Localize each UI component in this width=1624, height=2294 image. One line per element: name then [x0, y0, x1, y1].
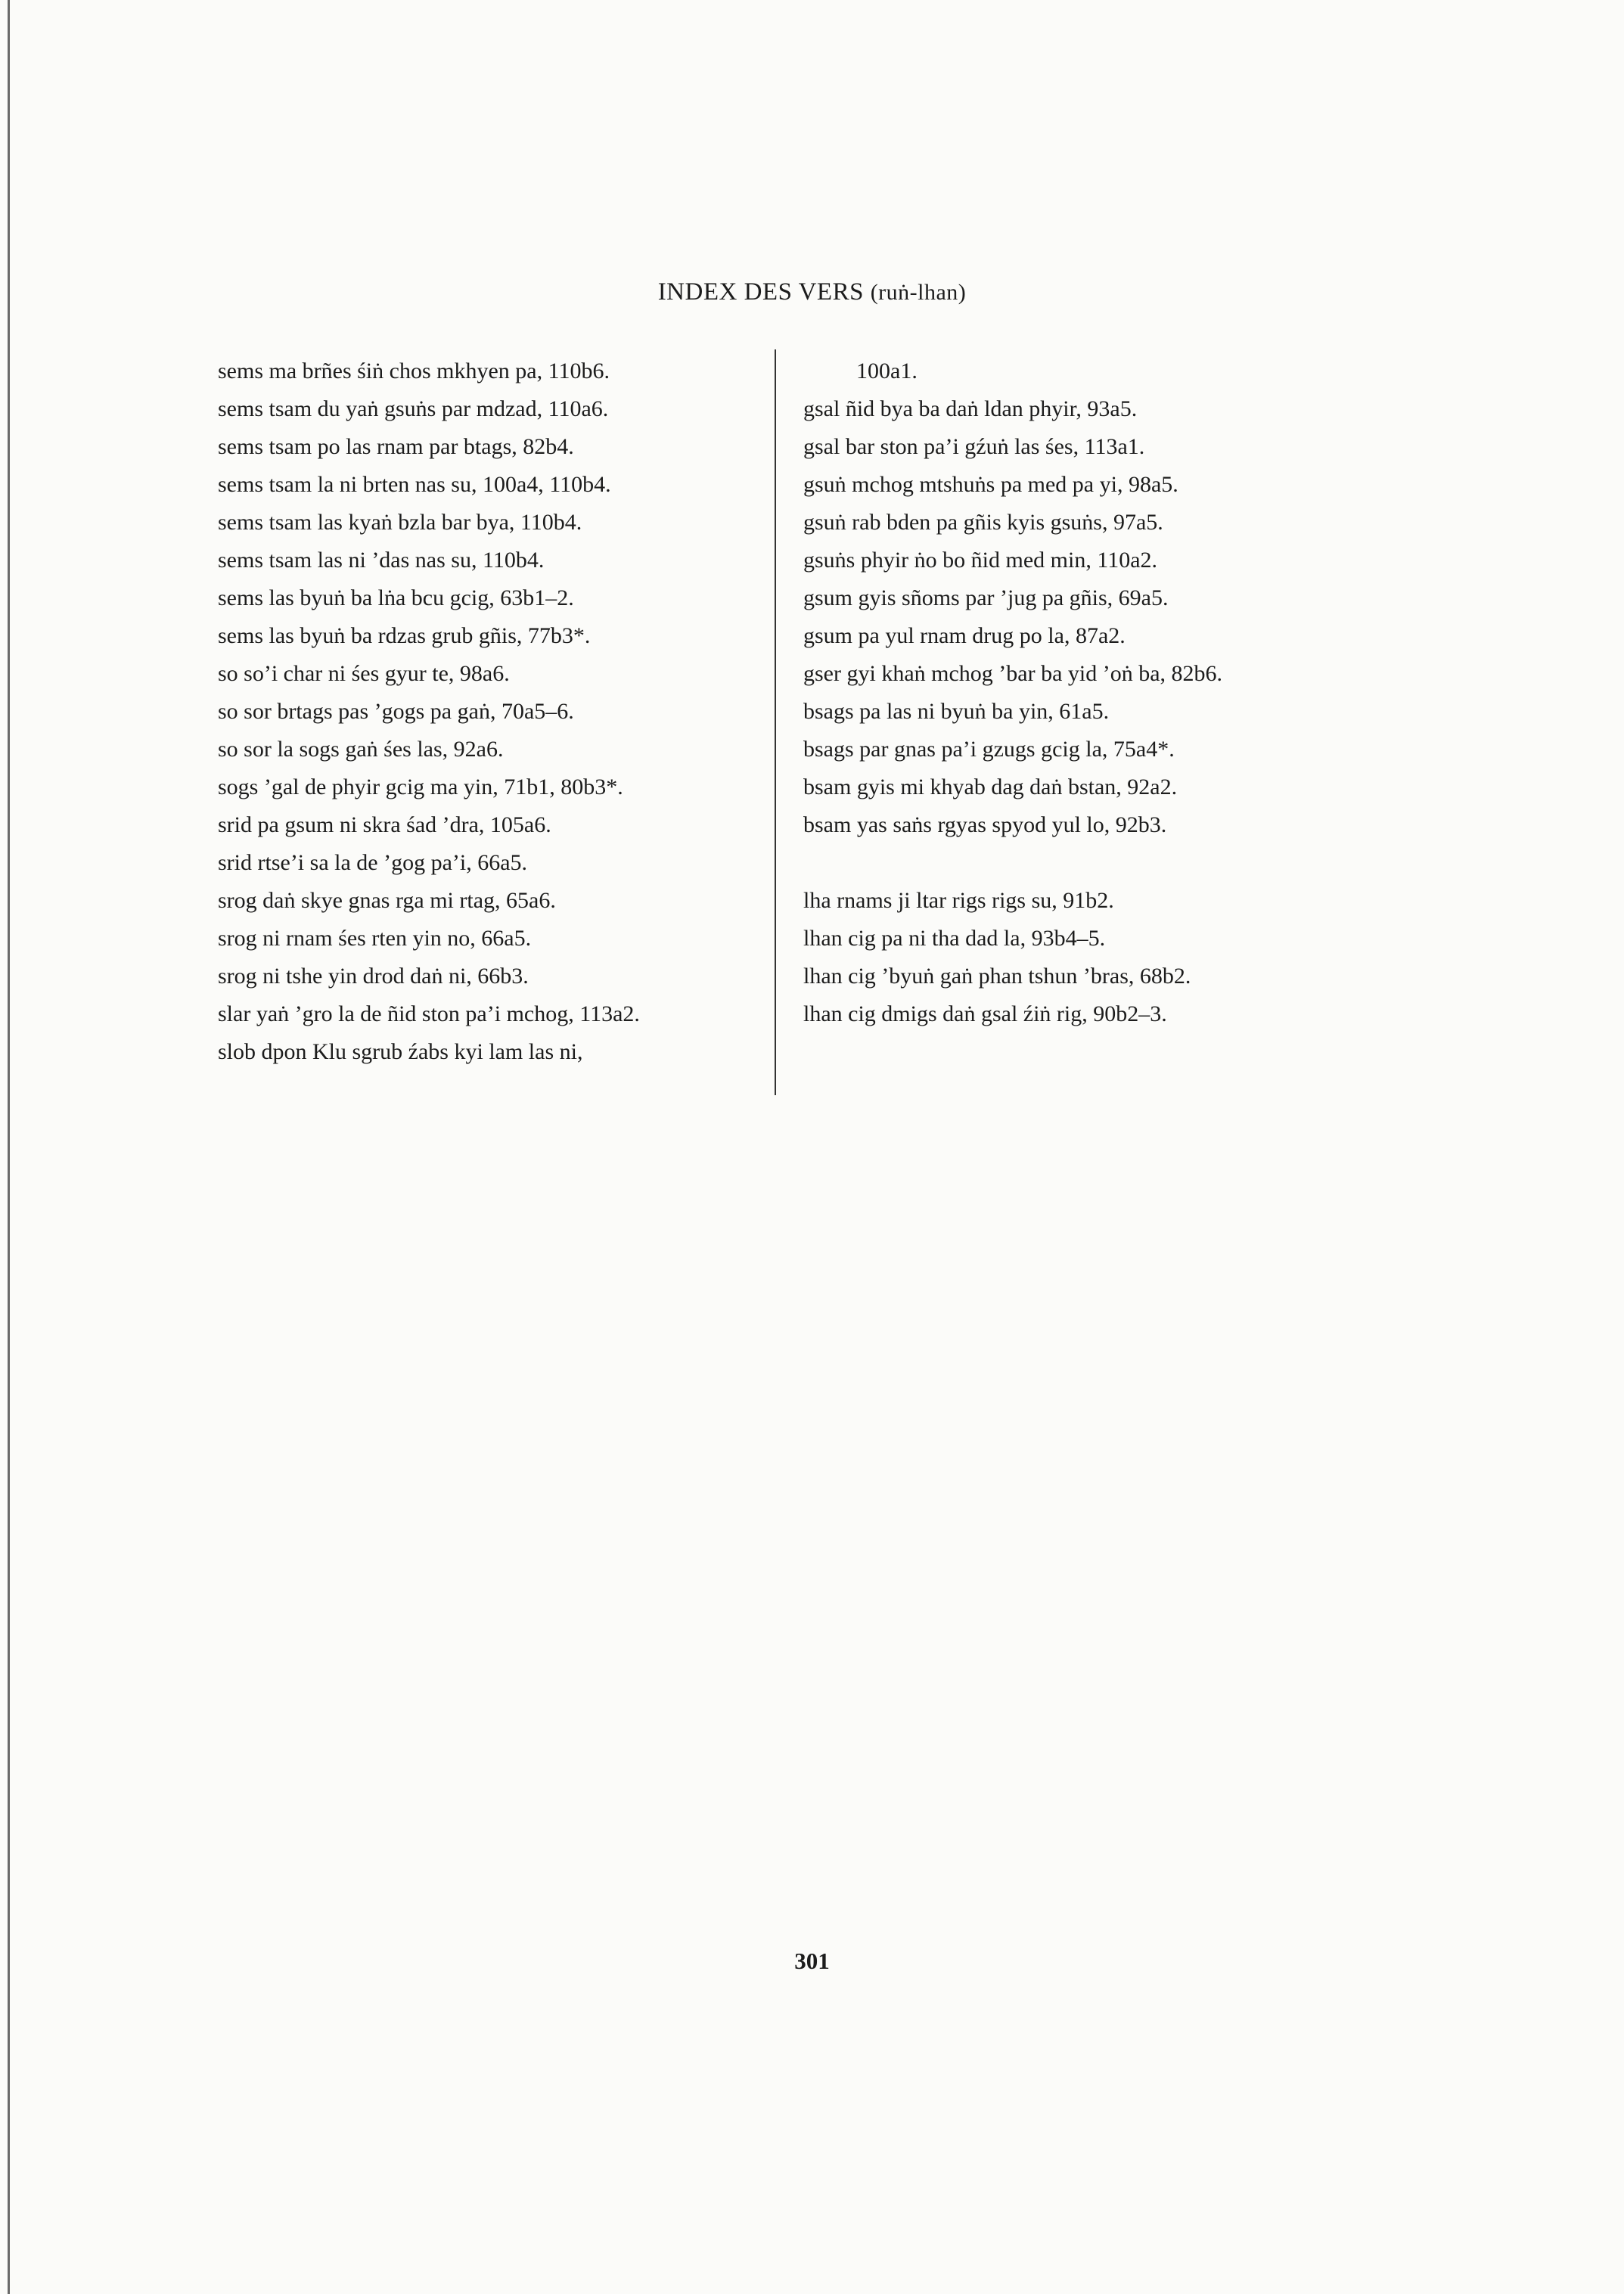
index-entry: gsal bar ston pa’i gźuṅ las śes, 113a1. — [803, 434, 1145, 459]
index-entry: srog daṅ skye gnas rga mi rtag, 65a6. — [218, 888, 556, 913]
left-column — [218, 352, 774, 1071]
index-entry: sems tsam las kyaṅ bzla bar bya, 110b4. — [218, 510, 582, 535]
index-entry: so so’i char ni śes gyur te, 98a6. — [218, 661, 510, 686]
index-entry: gsuṅ mchog mtshuṅs pa med pa yi, 98a5. — [803, 472, 1178, 497]
index-entry: sems las byuṅ ba rdzas grub gñis, 77b3*. — [218, 623, 591, 648]
index-title: INDEX DES VERS — [657, 278, 864, 306]
index-subtitle: (ruṅ-lhan) — [870, 280, 967, 305]
index-entry: bsags pa las ni byuṅ ba yin, 61a5. — [803, 699, 1110, 724]
index-entry: gsal ñid bya ba daṅ ldan phyir, 93a5. — [803, 396, 1138, 421]
index-entry: lhan cig pa ni tha dad la, 93b4–5. — [803, 926, 1106, 951]
index-entry: sogs ’gal de phyir gcig ma yin, 71b1, 80b3*. — [218, 774, 623, 799]
index-entry: sems tsam las ni ’das nas su, 110b4. — [218, 548, 545, 573]
index-entry: lhan cig dmigs daṅ gsal źiṅ rig, 90b2–3. — [803, 1001, 1167, 1026]
index-entry: lhan cig ’byuṅ gaṅ phan tshun ’bras, 68b2. — [803, 964, 1191, 989]
index-entry: lha rnams ji ltar rigs rigs su, 91b2. — [803, 888, 1114, 913]
index-entry: so sor brtags pas ’gogs pa gaṅ, 70a5–6. — [218, 699, 574, 724]
index-entry-continuation: 100a1. — [856, 359, 918, 383]
index-entry: srid pa gsum ni skra śad ’dra, 105a6. — [218, 812, 551, 837]
index-entry: sems ma brñes śiṅ chos mkhyen pa, 110b6. — [218, 359, 610, 383]
index-entry: gsum pa yul rnam drug po la, 87a2. — [803, 623, 1126, 648]
index-entry: gsuṅs phyir ṅo bo ñid med min, 110a2. — [803, 548, 1158, 573]
index-entry: so sor la sogs gaṅ śes las, 92a6. — [218, 737, 504, 762]
page-number: 301 — [794, 1948, 830, 1974]
index-entry: sems tsam la ni brten nas su, 100a4, 110b4. — [218, 472, 611, 497]
index-entry: sems tsam du yaṅ gsuṅs par mdzad, 110a6. — [218, 396, 609, 421]
index-entry: bsam gyis mi khyab dag daṅ bstan, 92a2. — [803, 774, 1178, 799]
index-entry: srog ni tshe yin drod daṅ ni, 66b3. — [218, 964, 529, 989]
index-entry: srid rtse’i sa la de ’gog pa’i, 66a5. — [218, 850, 528, 875]
index-entry: bsam yas saṅs rgyas spyod yul lo, 92b3. — [803, 812, 1167, 837]
index-entry: srog ni rnam śes rten yin no, 66a5. — [218, 926, 532, 951]
index-entry: slar yaṅ ’gro la de ñid ston pa’i mchog, 113a2. — [218, 1001, 640, 1026]
right-column — [803, 352, 1378, 1033]
index-entry: gser gyi khaṅ mchog ’bar ba yid ’oṅ ba, 82b6. — [803, 661, 1223, 686]
index-entry: gsum gyis sñoms par ’jug pa gñis, 69a5. — [803, 585, 1169, 610]
running-head — [0, 278, 1624, 306]
index-entry: sems las byuṅ ba lṅa bcu gcig, 63b1–2. — [218, 585, 574, 610]
index-entry: sems tsam po las rnam par btags, 82b4. — [218, 434, 574, 459]
section-gap — [803, 844, 1378, 882]
index-entry: bsags par gnas pa’i gzugs gcig la, 75a4*. — [803, 737, 1175, 762]
index-entry: gsuṅ rab bden pa gñis kyis gsuṅs, 97a5. — [803, 510, 1163, 535]
index-entry: slob dpon Klu sgrub źabs kyi lam las ni, — [218, 1039, 583, 1064]
column-divider — [775, 349, 776, 1095]
